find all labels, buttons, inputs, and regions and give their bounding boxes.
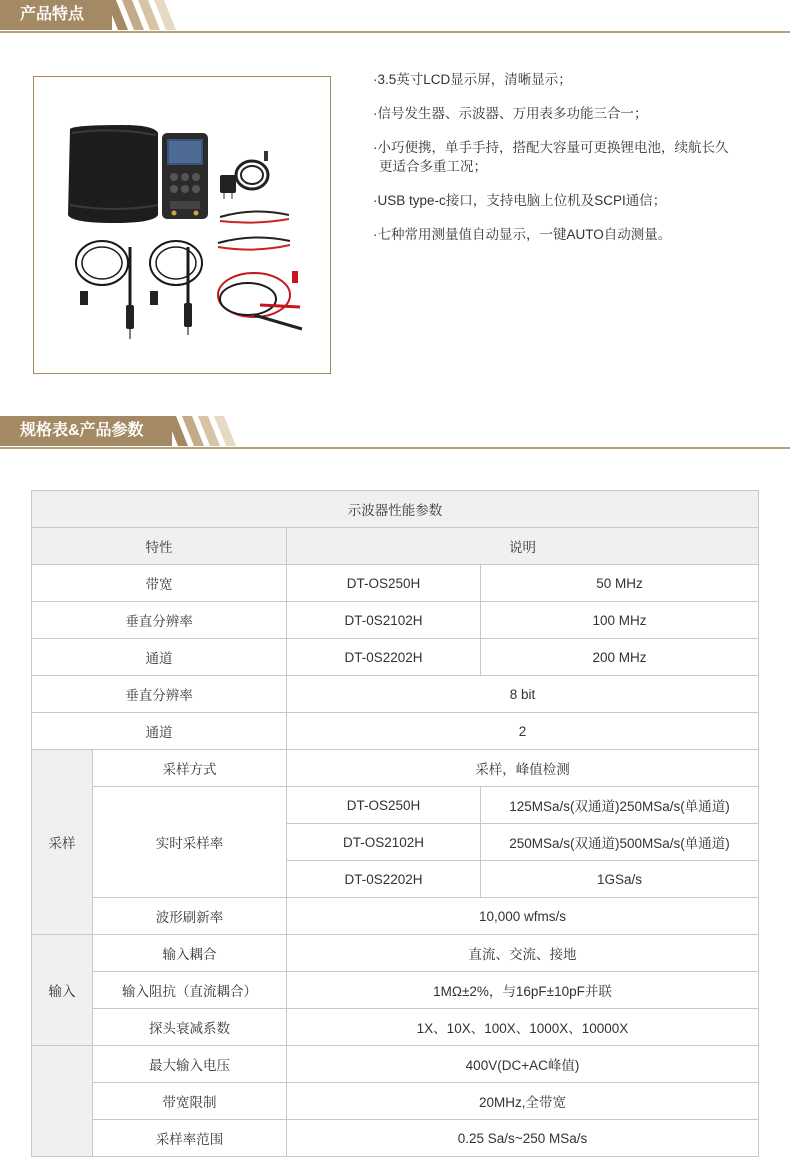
- header-stripes-decoration: [106, 0, 176, 30]
- model-cell: DT-OS250H: [287, 787, 481, 824]
- feature-item: ·信号发生器、示波器、万用表多功能三合一；: [373, 106, 648, 121]
- header-cell: 特性: [32, 528, 287, 565]
- label-cell: 探头衰减系数: [93, 1009, 287, 1046]
- section-title: 产品特点: [0, 0, 112, 30]
- spec-table: [31, 490, 759, 1157]
- table-row: [32, 1046, 759, 1083]
- value-cell: 0.25 Sa/s~250 MSa/s: [287, 1120, 759, 1157]
- header-stripes-decoration: [166, 416, 236, 446]
- value-cell: 250MSa/s(双通道)500MSa/s(单通道): [481, 824, 759, 861]
- value-cell: 1GSa/s: [481, 861, 759, 898]
- value-cell: 2: [287, 713, 759, 750]
- label-cell: 实时采样率: [93, 787, 287, 898]
- table-row: [32, 1009, 759, 1046]
- section-header-specs: [0, 416, 790, 450]
- label-cell: 采样方式: [93, 750, 287, 787]
- table-row: [32, 898, 759, 935]
- group-cell-input: 输入: [32, 935, 93, 1046]
- value-cell: 125MSa/s(双通道)250MSa/s(单通道): [481, 787, 759, 824]
- feature-item: ·小巧便携，单手手持，搭配大容量可更换锂电池，续航长久 更适合多重工况；: [373, 140, 729, 174]
- value-cell: 1MΩ±2%，与16pF±10pF并联: [287, 972, 759, 1009]
- label-cell: 通道: [32, 639, 287, 676]
- feature-item: ·3.5英寸LCD显示屏，清晰显示；: [373, 72, 572, 87]
- section-title: 规格表&产品参数: [0, 416, 172, 446]
- table-row: [32, 602, 759, 639]
- model-cell: DT-OS2102H: [287, 824, 481, 861]
- table-row: [32, 1083, 759, 1120]
- group-cell-sampling: 采样: [32, 750, 93, 935]
- table-title: 示波器性能参数: [32, 491, 759, 528]
- section-header-features: [0, 0, 790, 34]
- table-row: [32, 565, 759, 602]
- product-photo: [33, 76, 331, 374]
- value-cell: 200 MHz: [481, 639, 759, 676]
- table-row: [32, 787, 759, 824]
- model-cell: DT-0S2202H: [287, 639, 481, 676]
- label-cell: 采样率范围: [93, 1120, 287, 1157]
- model-cell: DT-0S2202H: [287, 861, 481, 898]
- label-cell: 垂直分辨率: [32, 602, 287, 639]
- table-row: [32, 639, 759, 676]
- label-cell: 输入耦合: [93, 935, 287, 972]
- value-cell: 1X、10X、100X、1000X、10000X: [287, 1009, 759, 1046]
- table-row: [32, 935, 759, 972]
- label-cell: 带宽: [32, 565, 287, 602]
- label-cell: 垂直分辨率: [32, 676, 287, 713]
- table-row: [32, 1120, 759, 1157]
- label-cell: 输入阻抗（直流耦合）: [93, 972, 287, 1009]
- value-cell: 采样，峰值检测: [287, 750, 759, 787]
- header-cell: 说明: [287, 528, 759, 565]
- section-divider: [0, 31, 790, 33]
- label-cell: 最大输入电压: [93, 1046, 287, 1083]
- model-cell: DT-0S2102H: [287, 602, 481, 639]
- value-cell: 400V(DC+AC峰值): [287, 1046, 759, 1083]
- value-cell: 50 MHz: [481, 565, 759, 602]
- table-row: [32, 713, 759, 750]
- label-cell: 波形刷新率: [93, 898, 287, 935]
- value-cell: 10,000 wfms/s: [287, 898, 759, 935]
- table-row: [32, 528, 759, 565]
- value-cell: 8 bit: [287, 676, 759, 713]
- table-row: [32, 676, 759, 713]
- feature-item: ·七种常用测量值自动显示，一键AUTO自动测量。: [373, 227, 672, 242]
- value-cell: 直流、交流、接地: [287, 935, 759, 972]
- section-divider: [0, 447, 790, 449]
- table-row: [32, 972, 759, 1009]
- value-cell: 20MHz,全带宽: [287, 1083, 759, 1120]
- label-cell: 通道: [32, 713, 287, 750]
- value-cell: 100 MHz: [481, 602, 759, 639]
- group-cell-misc: [32, 1046, 93, 1157]
- table-row: [32, 491, 759, 528]
- label-cell: 带宽限制: [93, 1083, 287, 1120]
- feature-item: ·USB type-c接口，支持电脑上位机及SCPI通信；: [373, 193, 667, 208]
- model-cell: DT-OS250H: [287, 565, 481, 602]
- feature-list: [373, 70, 773, 259]
- table-row: [32, 750, 759, 787]
